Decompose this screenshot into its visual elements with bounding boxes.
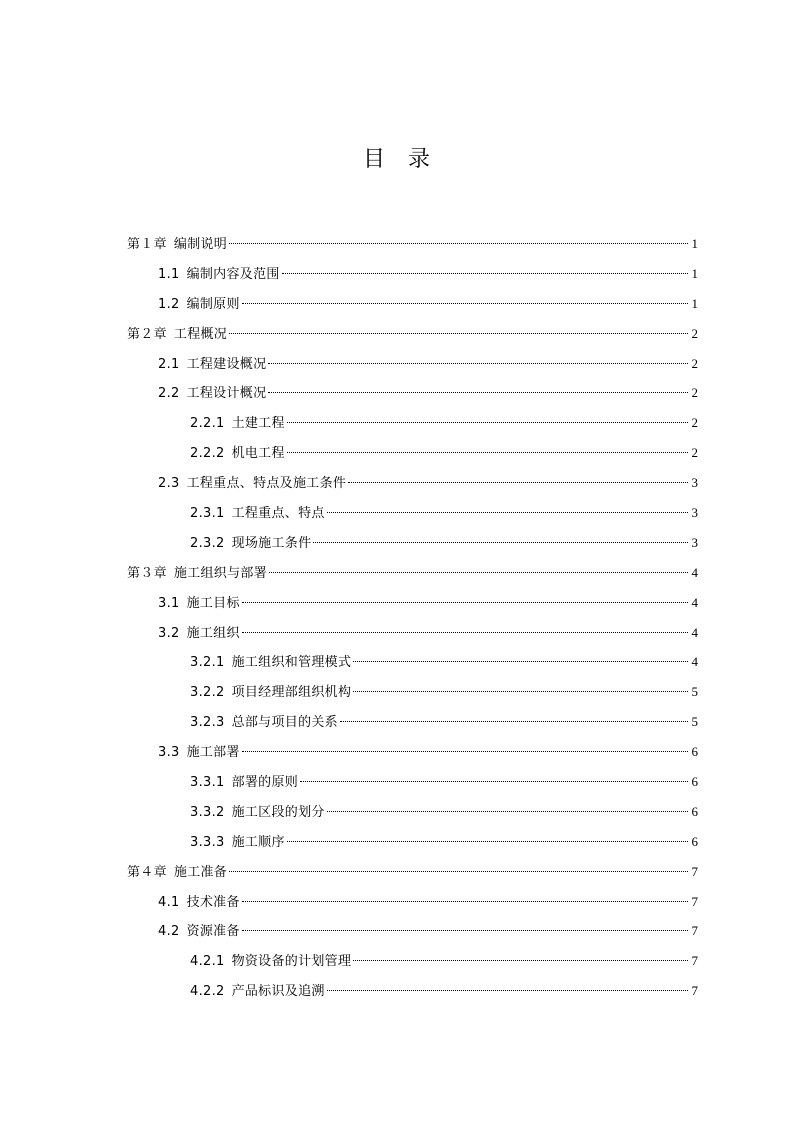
toc-entry-page: 2 bbox=[691, 415, 698, 431]
toc-entry-title: 施工组织与部署 bbox=[173, 565, 268, 581]
toc-entry[interactable] bbox=[127, 498, 698, 528]
toc-entry[interactable] bbox=[127, 378, 698, 408]
toc-entry[interactable] bbox=[127, 857, 698, 887]
toc-entry-number: 2.2.1 bbox=[190, 416, 225, 432]
toc-entry-title: 部署的原则 bbox=[231, 775, 299, 791]
toc-dot-leader bbox=[353, 661, 688, 662]
toc-entry-number: 3.2.1 bbox=[190, 655, 225, 671]
toc-dot-leader bbox=[300, 781, 688, 782]
toc-entry-text bbox=[127, 320, 227, 350]
toc-entry[interactable] bbox=[127, 349, 698, 379]
toc-entry-number: 2.2.2 bbox=[190, 446, 225, 462]
toc-entry-text bbox=[158, 888, 240, 918]
toc-entry-text bbox=[190, 947, 351, 977]
toc-dot-leader bbox=[287, 422, 688, 423]
toc-entry-title: 现场施工条件 bbox=[231, 535, 312, 551]
toc-entry[interactable] bbox=[127, 468, 698, 498]
toc-entry-title: 编制原则 bbox=[186, 296, 240, 312]
toc-entry-page: 6 bbox=[691, 833, 698, 849]
toc-dot-leader bbox=[229, 333, 688, 334]
toc-entry-page: 4 bbox=[691, 564, 698, 580]
toc-entry-text bbox=[190, 529, 311, 559]
toc-entry-page: 7 bbox=[691, 923, 698, 939]
toc-entry-text bbox=[190, 648, 351, 678]
toc-entry-title: 施工组织 bbox=[186, 625, 240, 641]
toc-entry-number: 3.3.1 bbox=[190, 775, 225, 791]
toc-dot-leader bbox=[229, 243, 688, 244]
toc-dot-leader bbox=[242, 930, 688, 931]
toc-entry-number: 3.3.2 bbox=[190, 804, 225, 820]
toc-entry-title: 工程建设概况 bbox=[186, 356, 267, 372]
toc-entry-page: 7 bbox=[691, 953, 698, 969]
toc-entry-page: 4 bbox=[691, 624, 698, 640]
toc-entry-number: 4.2.2 bbox=[190, 984, 225, 1000]
toc-entry-page: 5 bbox=[691, 684, 698, 700]
toc-entry[interactable] bbox=[127, 737, 698, 767]
toc-entry-text bbox=[190, 409, 285, 439]
toc-entry-title: 工程重点、特点及施工条件 bbox=[186, 476, 347, 492]
table-of-contents bbox=[127, 229, 698, 1006]
toc-entry-page: 1 bbox=[691, 295, 698, 311]
toc-entry-page: 7 bbox=[691, 863, 698, 879]
toc-entry-text bbox=[127, 230, 227, 260]
toc-entry-text bbox=[158, 290, 240, 320]
toc-entry-title: 资源准备 bbox=[186, 924, 240, 940]
toc-entry-title: 编制内容及范围 bbox=[186, 266, 280, 282]
toc-entry-number: 3.1 bbox=[158, 595, 180, 611]
toc-entry[interactable] bbox=[127, 229, 698, 259]
toc-entry-number: 4.2 bbox=[158, 924, 180, 940]
toc-entry-text bbox=[190, 977, 325, 1007]
page-title: 目录 bbox=[362, 147, 453, 172]
toc-entry[interactable] bbox=[127, 528, 698, 558]
toc-entry-page: 3 bbox=[691, 534, 698, 550]
toc-entry-text bbox=[158, 469, 346, 499]
toc-dot-leader bbox=[282, 273, 688, 274]
toc-entry-text bbox=[158, 260, 280, 290]
toc-dot-leader bbox=[268, 363, 688, 364]
toc-dot-leader bbox=[229, 871, 688, 872]
toc-entry-title: 施工准备 bbox=[173, 864, 228, 880]
toc-entry-number: 第３章 bbox=[127, 565, 167, 581]
toc-dot-leader bbox=[287, 841, 688, 842]
toc-entry-page: 7 bbox=[691, 893, 698, 909]
toc-dot-leader bbox=[268, 392, 688, 393]
toc-entry[interactable] bbox=[127, 438, 698, 468]
toc-entry-number: 第２章 bbox=[127, 326, 167, 342]
toc-entry-title: 工程重点、特点 bbox=[231, 506, 325, 522]
toc-dot-leader bbox=[269, 572, 688, 573]
toc-entry[interactable] bbox=[127, 916, 698, 946]
toc-dot-leader bbox=[327, 512, 688, 513]
toc-entry[interactable] bbox=[127, 767, 698, 797]
toc-entry-text bbox=[190, 678, 351, 708]
toc-dot-leader bbox=[287, 452, 688, 453]
toc-entry-title: 物资设备的计划管理 bbox=[231, 954, 352, 970]
toc-entry[interactable] bbox=[127, 588, 698, 618]
toc-entry-number: 2.1 bbox=[158, 356, 180, 372]
toc-entry-text bbox=[127, 559, 267, 589]
toc-entry-number: 第４章 bbox=[127, 864, 167, 880]
toc-dot-leader bbox=[340, 721, 688, 722]
toc-entry-title: 技术准备 bbox=[186, 894, 240, 910]
toc-entry-page: 6 bbox=[691, 803, 698, 819]
toc-entry-page: 3 bbox=[691, 475, 698, 491]
toc-entry-number: 2.2 bbox=[158, 386, 180, 402]
toc-entry[interactable] bbox=[127, 558, 698, 588]
toc-entry[interactable] bbox=[127, 618, 698, 648]
toc-entry-number: 1.1 bbox=[158, 266, 180, 282]
toc-entry-page: 2 bbox=[691, 385, 698, 401]
toc-entry[interactable] bbox=[127, 289, 698, 319]
toc-dot-leader bbox=[242, 751, 688, 752]
toc-entry-number: 4.1 bbox=[158, 894, 180, 910]
toc-entry[interactable] bbox=[127, 707, 698, 737]
toc-entry-title: 施工目标 bbox=[186, 595, 240, 611]
toc-dot-leader bbox=[327, 811, 688, 812]
toc-entry-number: 第１章 bbox=[127, 237, 167, 252]
toc-entry-text bbox=[190, 768, 298, 798]
toc-entry-title: 施工区段的划分 bbox=[231, 804, 325, 820]
toc-entry[interactable] bbox=[127, 677, 698, 707]
toc-entry-page: 1 bbox=[691, 265, 698, 281]
toc-entry-page: 2 bbox=[691, 355, 698, 371]
toc-entry-number: 3.2 bbox=[158, 625, 180, 641]
toc-dot-leader bbox=[348, 482, 688, 483]
toc-entry-number: 3.2.3 bbox=[190, 715, 225, 731]
toc-entry-title: 施工组织和管理模式 bbox=[231, 655, 352, 671]
toc-entry-title: 机电工程 bbox=[231, 446, 285, 462]
toc-entry-number: 3.2.2 bbox=[190, 685, 225, 701]
toc-entry-page: 3 bbox=[691, 505, 698, 521]
toc-entry-number: 2.3 bbox=[158, 476, 180, 492]
toc-entry-text bbox=[158, 917, 240, 947]
toc-entry-text bbox=[158, 350, 266, 380]
toc-entry-number: 2.3.1 bbox=[190, 506, 225, 522]
toc-entry-text bbox=[127, 858, 227, 888]
toc-entry-page: 2 bbox=[691, 325, 698, 341]
toc-entry-title: 施工部署 bbox=[186, 745, 240, 761]
toc-entry-page: 4 bbox=[691, 654, 698, 670]
toc-entry-text bbox=[158, 619, 240, 649]
toc-entry-page: 4 bbox=[691, 594, 698, 610]
toc-dot-leader bbox=[242, 602, 688, 603]
toc-entry-title: 编制说明 bbox=[173, 237, 228, 252]
toc-entry-title: 总部与项目的关系 bbox=[231, 715, 338, 731]
toc-entry-text bbox=[158, 589, 240, 619]
toc-entry-page: 7 bbox=[691, 983, 698, 999]
toc-entry-page: 6 bbox=[691, 744, 698, 760]
toc-entry[interactable] bbox=[127, 797, 698, 827]
toc-entry-number: 3.3.3 bbox=[190, 834, 225, 850]
toc-entry[interactable] bbox=[127, 827, 698, 857]
toc-entry-page: 5 bbox=[691, 714, 698, 730]
toc-entry[interactable] bbox=[127, 647, 698, 677]
toc-dot-leader bbox=[327, 990, 688, 991]
toc-entry-text bbox=[190, 708, 338, 738]
toc-entry-title: 工程概况 bbox=[173, 326, 228, 342]
toc-entry[interactable] bbox=[127, 976, 698, 1006]
toc-dot-leader bbox=[353, 960, 688, 961]
toc-entry-number: 1.2 bbox=[158, 296, 180, 312]
toc-entry-text bbox=[190, 499, 325, 529]
toc-entry[interactable] bbox=[127, 887, 698, 917]
toc-dot-leader bbox=[313, 542, 688, 543]
toc-entry[interactable] bbox=[127, 408, 698, 438]
toc-dot-leader bbox=[353, 691, 688, 692]
toc-entry-number: 4.2.1 bbox=[190, 954, 225, 970]
toc-entry-text bbox=[190, 828, 285, 858]
toc-entry[interactable] bbox=[127, 946, 698, 976]
toc-entry-title: 项目经理部组织机构 bbox=[231, 685, 352, 701]
toc-dot-leader bbox=[242, 632, 688, 633]
toc-entry-title: 工程设计概况 bbox=[186, 386, 267, 402]
toc-entry-text bbox=[190, 798, 325, 828]
toc-entry-text bbox=[190, 439, 285, 469]
toc-entry-number: 3.3 bbox=[158, 745, 180, 761]
toc-entry-page: 1 bbox=[691, 236, 698, 251]
toc-entry-title: 产品标识及追溯 bbox=[231, 984, 325, 1000]
toc-dot-leader bbox=[242, 901, 688, 902]
toc-entry-title: 土建工程 bbox=[231, 416, 285, 432]
toc-entry[interactable] bbox=[127, 319, 698, 349]
toc-entry-text bbox=[158, 738, 240, 768]
toc-entry-page: 6 bbox=[691, 774, 698, 790]
toc-entry-title: 施工顺序 bbox=[231, 834, 285, 850]
toc-entry[interactable] bbox=[127, 259, 698, 289]
toc-entry-page: 2 bbox=[691, 445, 698, 461]
toc-entry-text bbox=[158, 379, 266, 409]
toc-dot-leader bbox=[242, 303, 688, 304]
toc-entry-number: 2.3.2 bbox=[190, 535, 225, 551]
